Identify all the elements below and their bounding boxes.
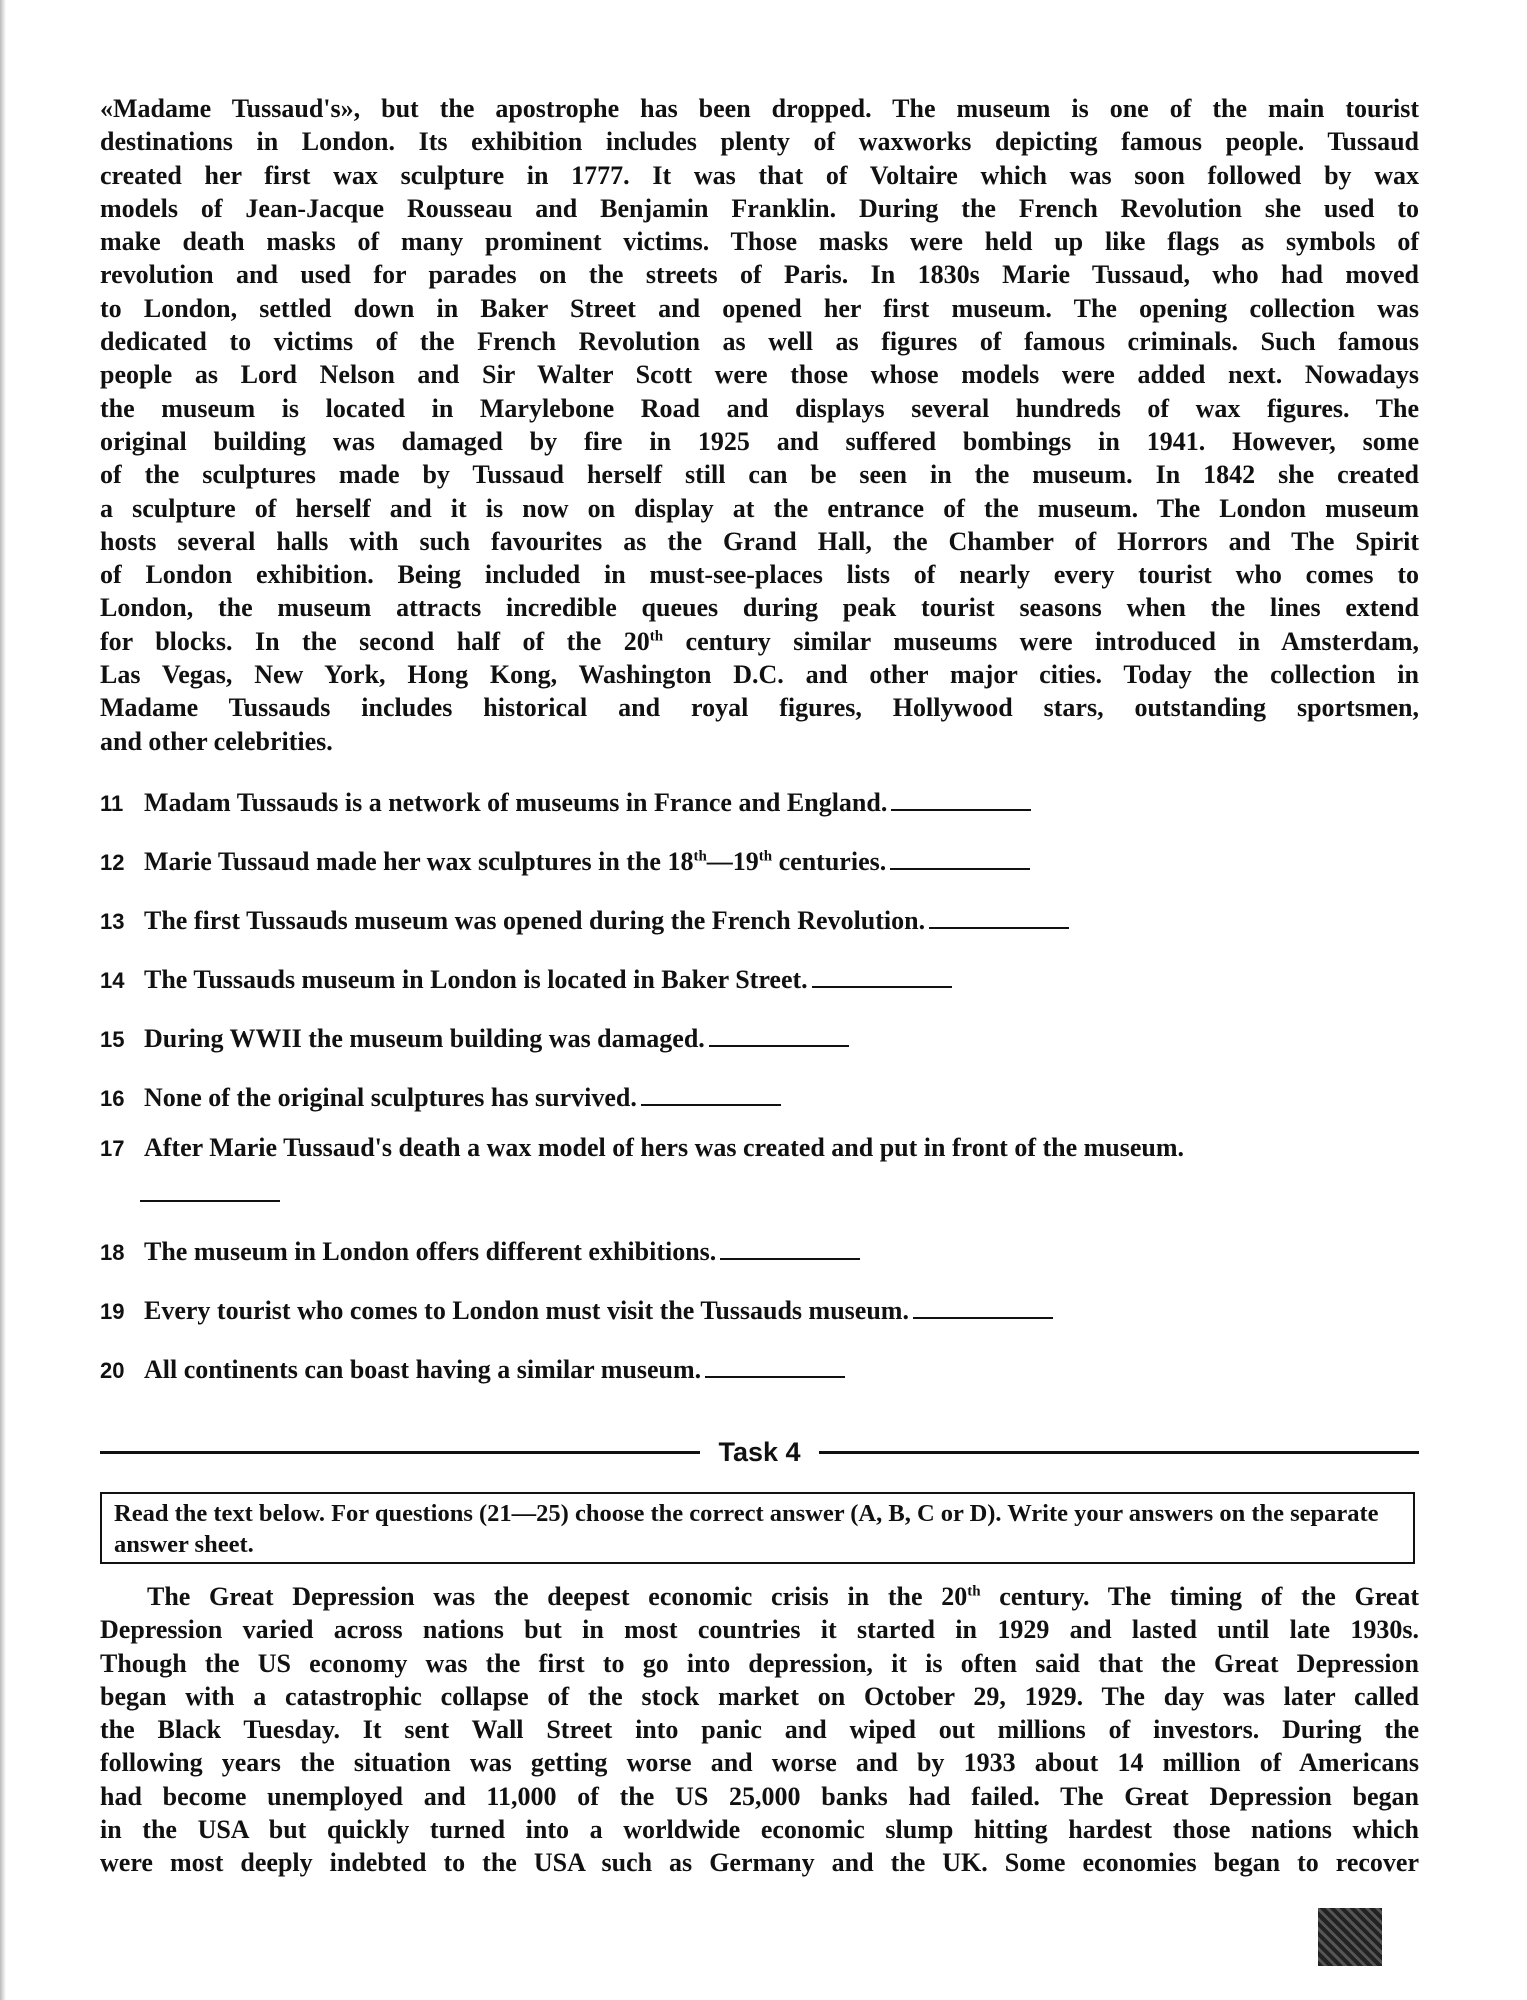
- text-line: were most deeply indebted to the USA such as Germany and the UK. Some economies began to recover: [100, 1848, 1419, 1878]
- question-number: 11: [100, 791, 124, 816]
- question-text: Every tourist who comes to London must visit the Tussauds museum.: [144, 1296, 909, 1325]
- text-line: a sculpture of herself and it is now on display at the entrance of the museum. The London museum: [100, 493, 1419, 523]
- text-line: for blocks. In the second half of the 20th century similar museums were introduced in Amsterdam,: [100, 626, 1420, 656]
- task-4-header: [100, 1434, 1419, 1470]
- text-line: and other celebrities.: [100, 726, 333, 756]
- question-item: [100, 786, 1031, 820]
- answer-blank[interactable]: [720, 1236, 860, 1260]
- answer-blank[interactable]: [709, 1023, 849, 1047]
- text-line: following years the situation was getting worse and worse and by 1933 about 14 million of Americans: [100, 1748, 1419, 1778]
- question-blank-line: [136, 1177, 280, 1211]
- question-number: 12: [100, 850, 125, 875]
- text-line: hosts several halls with such favourites as the Grand Hall, the Chamber of Horrors and The Spirit: [100, 526, 1419, 556]
- task-title: Task 4: [718, 1436, 801, 1467]
- text-line: the Black Tuesday. It sent Wall Street into panic and wiped out millions of investors. During the: [100, 1715, 1419, 1745]
- question-item: [100, 1022, 849, 1056]
- text-line: make death masks of many prominent victims. Those masks were held up like flags as symbols of: [100, 227, 1419, 257]
- answer-blank[interactable]: [913, 1295, 1053, 1319]
- question-item: [100, 1081, 781, 1115]
- text-line: «Madame Tussaud's», but the apostrophe has been dropped. The museum is one of the main tourist: [100, 94, 1419, 123]
- question-text: None of the original sculptures has survived.: [144, 1083, 637, 1112]
- question-text: The Tussauds museum in London is located in Baker Street.: [144, 965, 808, 994]
- question-text: The first Tussauds museum was opened during the French Revolution.: [144, 906, 926, 935]
- question-item: [100, 904, 1069, 938]
- superscript: th: [693, 848, 707, 865]
- text-line: began with a catastrophic collapse of the stock market on October 29, 1929. The day was later called: [100, 1681, 1419, 1711]
- passage-madame-tussauds: [100, 92, 1419, 758]
- text-line: revolution and used for parades on the streets of Paris. In 1830s Marie Tussaud, who had moved: [100, 260, 1419, 290]
- text-line: in the USA but quickly turned into a worldwide economic slump hitting hardest those nations which: [100, 1815, 1419, 1845]
- text-line: London, the museum attracts incredible queues during peak tourist seasons when the lines extend: [100, 593, 1419, 623]
- question-number: 13: [100, 909, 125, 934]
- text-line: to London, settled down in Baker Street and opened her first museum. The opening collection was: [100, 293, 1419, 323]
- text-line: had become unemployed and 11,000 of the US 25,000 banks had failed. The Great Depression began: [100, 1781, 1419, 1811]
- text-line: of the sculptures made by Tussaud herself still can be seen in the museum. In 1842 she created: [100, 460, 1419, 490]
- question-item: [100, 1353, 845, 1387]
- text-line: models of Jean-Jacque Rousseau and Benjamin Franklin. During the French Revolution she used to: [100, 193, 1419, 223]
- answer-blank[interactable]: [890, 846, 1030, 870]
- task-instructions: Read the text below. For questions (21—25) choose the correct answer (A, B, C or D). Write your answers on the separate answer sheet.: [100, 1492, 1415, 1564]
- answer-blank[interactable]: [705, 1354, 845, 1378]
- question-number: 20: [100, 1358, 125, 1383]
- text-line: the museum is located in Marylebone Road and displays several hundreds of wax figures. The: [100, 393, 1419, 423]
- passage-great-depression: [100, 1580, 1419, 1880]
- page-edge-shadow: [0, 0, 6, 2000]
- question-text: The museum in London offers different exhibitions.: [144, 1237, 717, 1266]
- answer-blank[interactable]: [812, 964, 952, 988]
- text-line: dedicated to victims of the French Revolution as well as figures of famous criminals. Such famous: [100, 327, 1419, 357]
- question-number: 14: [100, 968, 125, 993]
- question-text: Marie Tussaud made her wax sculptures in the 18th—19th centuries.: [144, 847, 887, 876]
- superscript: th: [967, 1583, 981, 1600]
- question-number: 17: [100, 1136, 125, 1161]
- divider: [100, 1451, 700, 1454]
- answer-blank[interactable]: [891, 787, 1031, 811]
- answer-blank[interactable]: [641, 1082, 781, 1106]
- text-line: The Great Depression was the deepest economic crisis in the 20th century. The timing of the Great: [147, 1582, 1420, 1611]
- text-line: of London exhibition. Being included in must-see-places lists of nearly every tourist who comes to: [100, 560, 1419, 590]
- question-text: Madam Tussauds is a network of museums in France and England.: [144, 788, 888, 817]
- question-item: [100, 963, 952, 997]
- question-text: All continents can boast having a similar museum.: [144, 1355, 702, 1384]
- superscript: th: [758, 848, 773, 865]
- question-text: During WWII the museum building was damaged.: [144, 1024, 705, 1053]
- question-number: 18: [100, 1240, 125, 1265]
- text-line: Las Vegas, New York, Hong Kong, Washington D.C. and other major cities. Today the collection in: [100, 660, 1419, 690]
- question-item: [100, 1235, 860, 1269]
- question-item: [100, 1294, 1053, 1328]
- superscript: th: [649, 628, 664, 645]
- text-line: original building was damaged by fire in 1925 and suffered bombings in 1941. However, some: [100, 426, 1419, 456]
- text-line: Depression varied across nations but in most countries it started in 1929 and lasted until late 1930s.: [100, 1615, 1419, 1645]
- question-item: [100, 845, 1030, 879]
- question-item: [100, 1131, 1184, 1165]
- answer-blank[interactable]: [140, 1178, 280, 1202]
- text-line: people as Lord Nelson and Sir Walter Scott were those whose models were added next. Nowadays: [100, 360, 1419, 390]
- question-number: 16: [100, 1086, 125, 1111]
- question-text: After Marie Tussaud's death a wax model of hers was created and put in front of the museum.: [144, 1133, 1185, 1162]
- text-line: Though the US economy was the first to go into depression, it is often said that the Great Depression: [100, 1648, 1419, 1678]
- scan-marker: [1318, 1908, 1382, 1966]
- text-line: destinations in London. Its exhibition includes plenty of waxworks depicting famous people. Tussaud: [100, 127, 1419, 157]
- text-line: Madame Tussauds includes historical and royal figures, Hollywood stars, outstanding sportsmen,: [100, 693, 1419, 723]
- divider: [819, 1451, 1419, 1454]
- question-number: 15: [100, 1027, 125, 1052]
- answer-blank[interactable]: [929, 905, 1069, 929]
- question-number: 19: [100, 1299, 125, 1324]
- text-line: created her first wax sculpture in 1777. It was that of Voltaire which was soon followed by wax: [100, 160, 1419, 190]
